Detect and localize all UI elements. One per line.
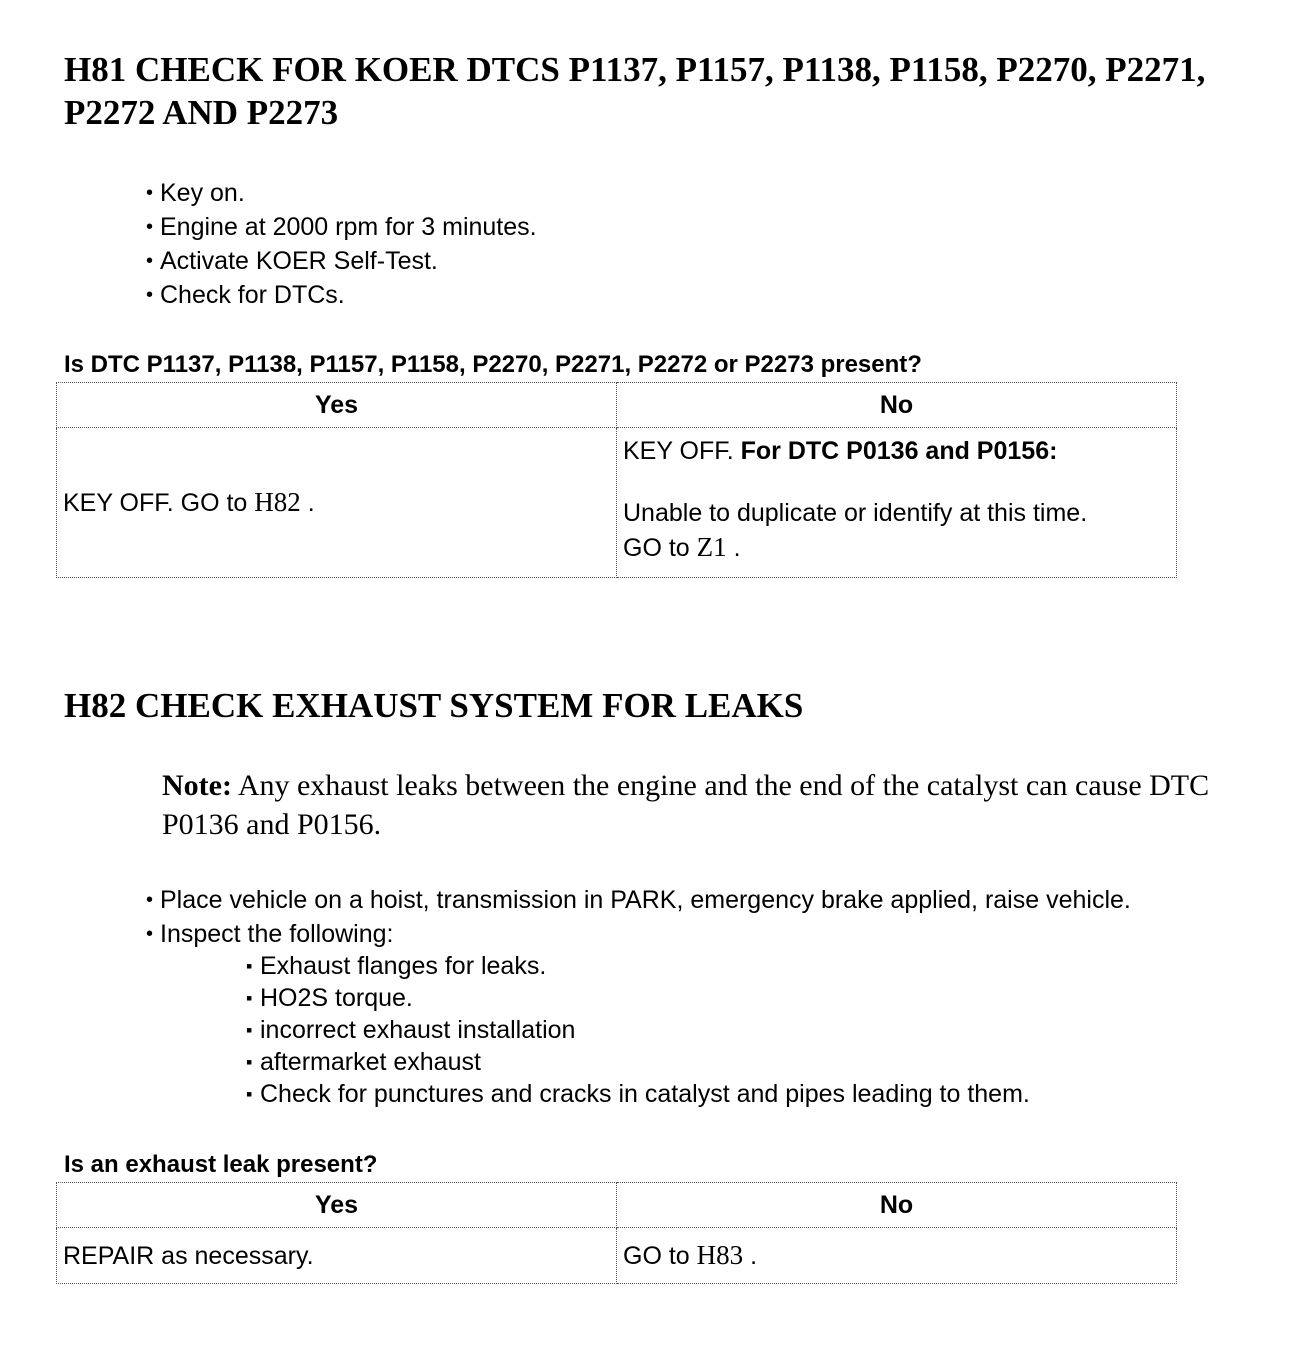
h82-decision-table bbox=[56, 1182, 1177, 1284]
no-goto: GO to bbox=[623, 1242, 690, 1270]
list-item: ▪ aftermarket exhaust bbox=[246, 1046, 1030, 1078]
h82-heading: H82 CHECK EXHAUST SYSTEM FOR LEAKS bbox=[64, 686, 804, 725]
h81-steps-list bbox=[146, 176, 537, 312]
list-item: • Engine at 2000 rpm for 3 minutes. bbox=[146, 210, 537, 244]
h82-steps-list bbox=[146, 883, 1131, 951]
no-bold: For DTC P0136 and P0156: bbox=[740, 437, 1058, 465]
no-header: No bbox=[617, 1183, 1177, 1228]
yes-cell: REPAIR as necessary. bbox=[57, 1228, 617, 1284]
link-z1[interactable]: Z1 bbox=[696, 532, 727, 562]
note-text: Any exhaust leaks between the engine and the end of the catalyst can cause DTC P0136 and P0156. bbox=[162, 769, 1210, 841]
h81-decision-table bbox=[56, 382, 1177, 578]
yes-header: Yes bbox=[57, 383, 617, 428]
no-cell bbox=[617, 428, 1177, 578]
h82-note bbox=[162, 766, 1272, 844]
note-label: Note: bbox=[162, 769, 232, 802]
yes-text: KEY OFF. GO to bbox=[63, 489, 248, 517]
yes-end: . bbox=[307, 489, 315, 517]
h81-question: Is DTC P1137, P1138, P1157, P1158, P2270, P2271, P2272 or P2273 present? bbox=[64, 351, 922, 378]
no-goto-line bbox=[623, 530, 1170, 565]
no-end: . bbox=[750, 1242, 758, 1270]
yes-cell bbox=[57, 428, 617, 578]
no-prefix: KEY OFF. bbox=[623, 437, 734, 465]
list-item: • Key on. bbox=[146, 176, 537, 210]
h82-inspect-list bbox=[246, 950, 1030, 1110]
list-item: • Activate KOER Self-Test. bbox=[146, 244, 537, 278]
link-h83[interactable]: H83 bbox=[696, 1240, 744, 1270]
no-goto: GO to bbox=[623, 534, 690, 562]
list-item: • Place vehicle on a hoist, transmission in PARK, emergency brake applied, raise vehicle. bbox=[146, 883, 1131, 917]
no-header: No bbox=[617, 383, 1177, 428]
list-item: ▪ Check for punctures and cracks in catalyst and pipes leading to them. bbox=[246, 1078, 1030, 1110]
h81-heading: H81 CHECK FOR KOER DTCS P1137, P1157, P1138, P1158, P2270, P2271, P2272 AND P2273 bbox=[64, 50, 1206, 132]
list-item: • Inspect the following: bbox=[146, 917, 1131, 951]
list-item: • Check for DTCs. bbox=[146, 278, 537, 312]
list-item: ▪ Exhaust flanges for leaks. bbox=[246, 950, 1030, 982]
no-end: . bbox=[733, 534, 741, 562]
no-first-line bbox=[623, 434, 1170, 468]
no-text: Unable to duplicate or identify at this time. bbox=[623, 499, 1088, 527]
link-h82[interactable]: H82 bbox=[254, 487, 301, 517]
yes-header: Yes bbox=[57, 1183, 617, 1228]
list-item: ▪ incorrect exhaust installation bbox=[246, 1014, 1030, 1046]
no-cell bbox=[617, 1228, 1177, 1284]
h82-question: Is an exhaust leak present? bbox=[64, 1151, 378, 1178]
list-item: ▪ HO2S torque. bbox=[246, 982, 1030, 1014]
